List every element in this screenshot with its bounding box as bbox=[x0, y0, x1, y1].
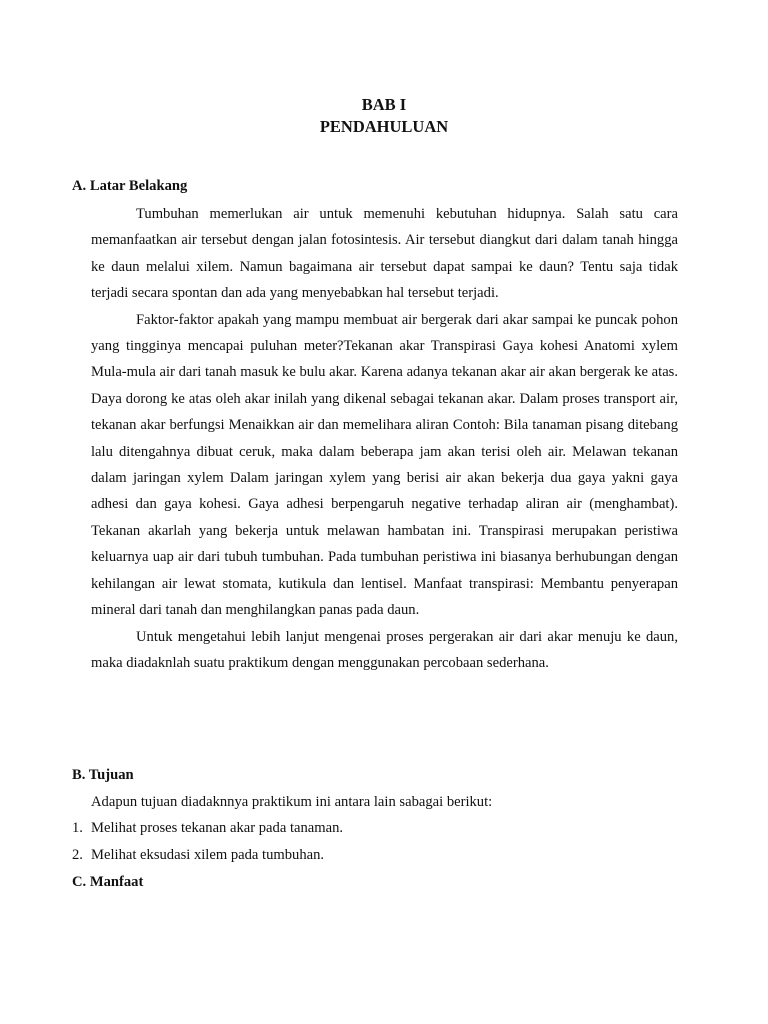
section-c-heading: C. Manfaat bbox=[72, 874, 144, 890]
list-item-number: 2. bbox=[72, 847, 83, 863]
section-a-body bbox=[91, 201, 678, 676]
paragraph-1: Tumbuhan memerlukan air untuk memenuhi kebutuhan hidupnya. Salah satu cara memanfaatkan air tersebut dengan jalan fotosintesis. Air tersebut diangkut dari dalam tanah hingga ke daun melalui xilem. Namun bagaimana air tersebut dapat sampai ke daun? Tentu saja tidak terjadi secara spontan dan ada yang menyebabkan hal tersebut terjadi. bbox=[91, 206, 678, 302]
paragraph-3: Untuk mengetahui lebih lanjut mengenai proses pergerakan air dari akar menuju ke daun, maka diadaknlah suatu praktikum dengan menggunakan percobaan sederhana. bbox=[91, 628, 678, 671]
list-item bbox=[72, 818, 343, 838]
list-item-text: Melihat proses tekanan akar pada tanaman. bbox=[91, 820, 344, 836]
paragraph-2: Faktor-faktor apakah yang mampu membuat air bergerak dari akar sampai ke puncak pohon yang tingginya mencapai puluhan meter?Tekanan akar Transpirasi Gaya kohesi Anatomi xylem Mula-mula air dari tanah masuk ke bulu akar. Karena adanya tekanan akar air akan bergerak ke atas. Daya dorong ke atas oleh akar inilah yang dikenal sebagai tekanan akar. Dalam proses transport air, tekanan akar berfungsi Menaikkan air dan memelihara aliran Contoh: Bila tanaman pisang ditebang lalu ditengahnya dibuat ceruk, maka dalam beberapa jam akan terisi oleh air. Melawan tekanan dalam jaringan xylem Dalam jaringan xylem yang berisi air akan bekerja dua gaya yakni gaya adhesi dan gaya kohesi. Gaya adhesi berpengaruh negative terhadap aliran air (menghambat). Tekanan akarlah yang bekerja untuk melawan hambatan ini. Transpirasi merupakan peristiwa keluarnya uap air dari tubuh tumbuhan. Pada tumbuhan peristiwa ini biasanya berhubungan dengan kehilangan air lewat stomata, kutikula dan lentisel. Manfaat transpirasi: Membantu penyerapan mineral dari tanah dan menghilangkan panas pada daun. bbox=[91, 311, 678, 619]
list-item-number: 1. bbox=[72, 820, 83, 836]
list-item-text: Melihat eksudasi xilem pada tumbuhan. bbox=[91, 847, 325, 863]
chapter-number: BAB I bbox=[361, 95, 407, 114]
chapter-title: PENDAHULUAN bbox=[319, 117, 449, 136]
section-a-heading: A. Latar Belakang bbox=[72, 178, 188, 194]
list-item bbox=[72, 845, 324, 865]
section-b-heading: B. Tujuan bbox=[72, 767, 134, 783]
section-b-intro: Adapun tujuan diadaknnya praktikum ini antara lain sabagai berikut: bbox=[91, 794, 493, 810]
